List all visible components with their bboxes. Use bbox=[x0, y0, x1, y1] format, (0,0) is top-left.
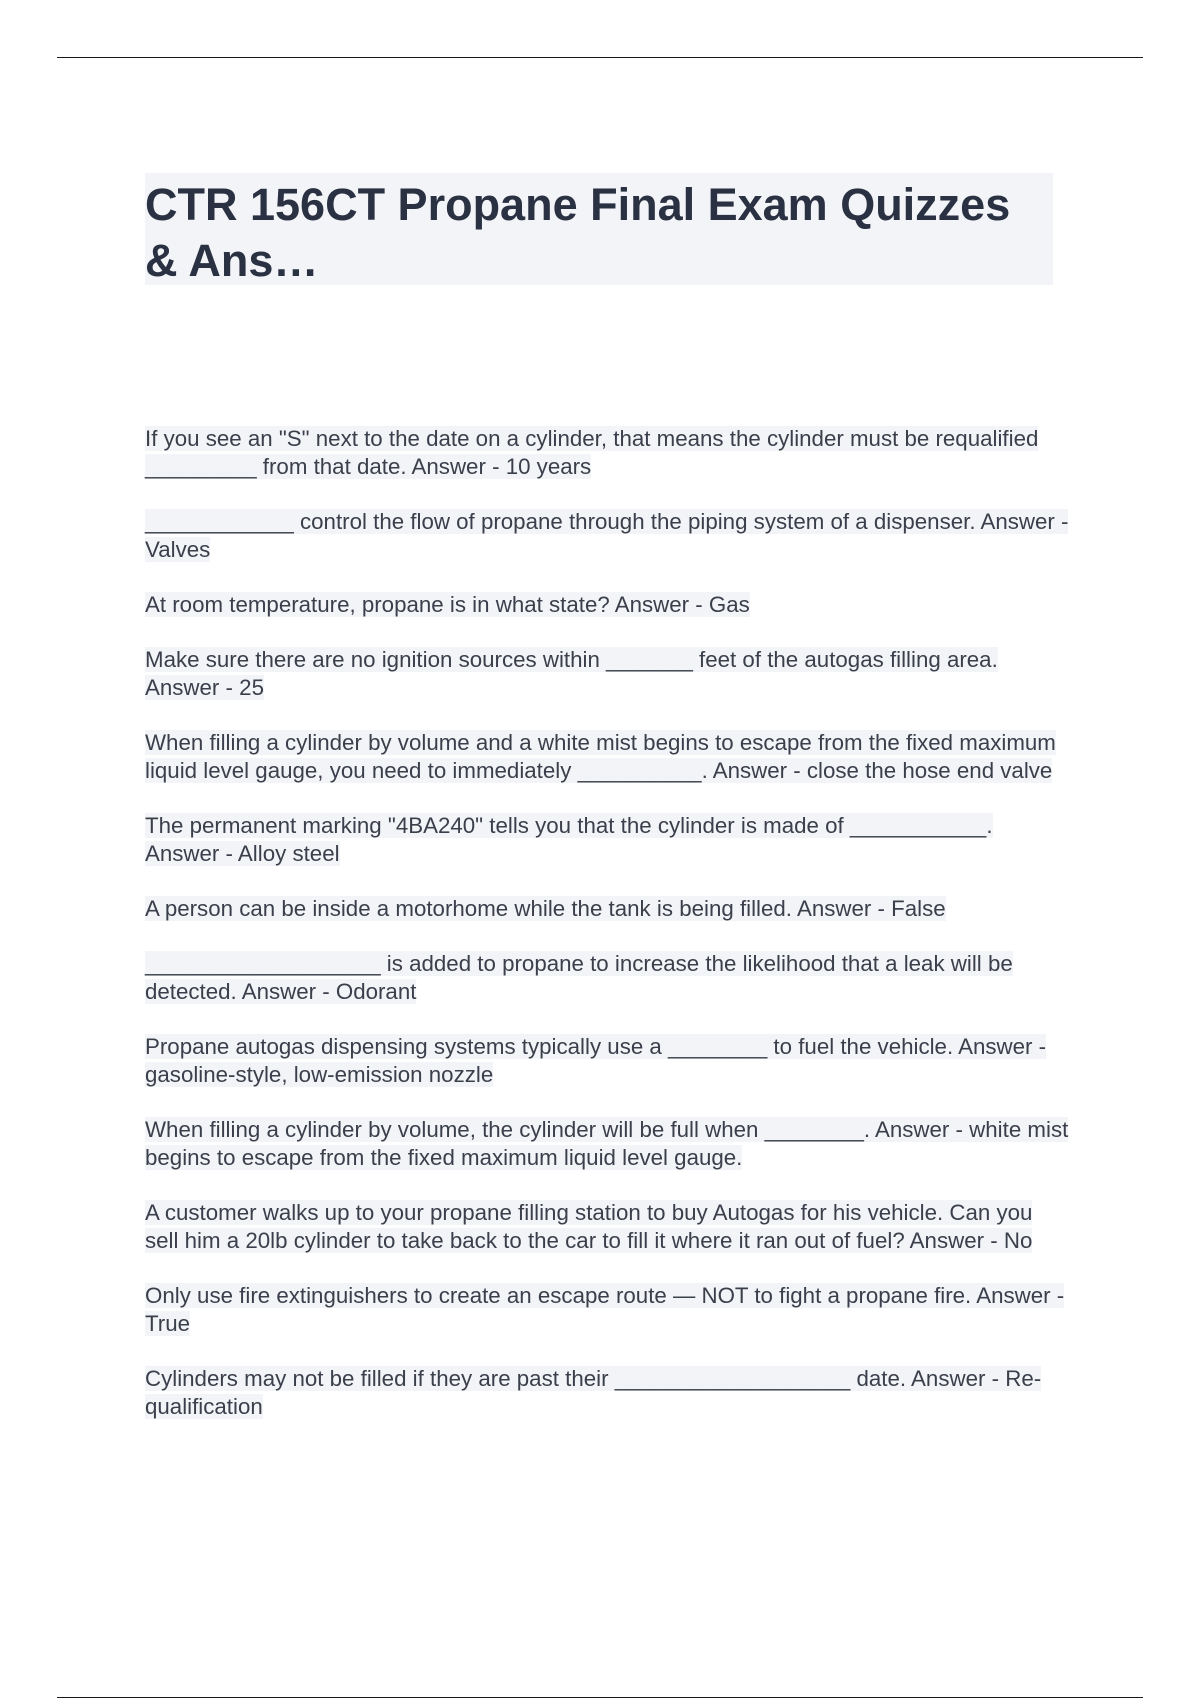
title-block bbox=[145, 173, 1053, 285]
qa-item-text: Propane autogas dispensing systems typically use a ________ to fuel the vehicle. Answer - gasoline-style, low-emission nozzle bbox=[145, 1034, 1047, 1087]
qa-item bbox=[145, 1116, 1070, 1172]
qa-item bbox=[145, 425, 1070, 481]
qa-item bbox=[145, 812, 1070, 868]
bottom-rule bbox=[57, 1697, 1143, 1698]
qa-item bbox=[145, 1282, 1070, 1338]
qa-item-text: If you see an "S" next to the date on a cylinder, that means the cylinder must be requalified _________ from that date. Answer - 10 years bbox=[145, 426, 1039, 479]
qa-item-text: A customer walks up to your propane filling station to buy Autogas for his vehicle. Can you sell him a 20lb cylinder to take back to the car to fill it where it ran out of fuel? Answer - No bbox=[145, 1200, 1033, 1253]
qa-item-text: A person can be inside a motorhome while the tank is being filled. Answer - False bbox=[145, 896, 946, 921]
qa-item bbox=[145, 950, 1070, 1006]
qa-item bbox=[145, 1199, 1070, 1255]
qa-item-text: When filling a cylinder by volume and a white mist begins to escape from the fixed maximum liquid level gauge, you need to immediately __________. Answer - close the hose end valve bbox=[145, 730, 1056, 783]
qa-item bbox=[145, 1033, 1070, 1089]
qa-item-text: When filling a cylinder by volume, the cylinder will be full when ________. Answer - white mist begins to escape from the fixed maximum liquid level gauge. bbox=[145, 1117, 1069, 1170]
qa-item bbox=[145, 646, 1070, 702]
qa-item bbox=[145, 591, 1070, 619]
qa-item bbox=[145, 729, 1070, 785]
top-rule bbox=[57, 57, 1143, 58]
qa-list bbox=[145, 425, 1070, 1448]
qa-item-text: ___________________ is added to propane to increase the likelihood that a leak will be detected. Answer - Odorant bbox=[145, 951, 1013, 1004]
qa-item bbox=[145, 895, 1070, 923]
qa-item-text: ____________ control the flow of propane through the piping system of a dispenser. Answer - Valves bbox=[145, 509, 1069, 562]
qa-item-text: Make sure there are no ignition sources within _______ feet of the autogas filling area. Answer - 25 bbox=[145, 647, 998, 700]
qa-item-text: Cylinders may not be filled if they are past their ___________________ date. Answer - Re-qualification bbox=[145, 1366, 1042, 1419]
qa-item bbox=[145, 508, 1070, 564]
qa-item bbox=[145, 1365, 1070, 1421]
qa-item-text: The permanent marking "4BA240" tells you that the cylinder is made of ___________. Answer - Alloy steel bbox=[145, 813, 993, 866]
qa-item-text: At room temperature, propane is in what state? Answer - Gas bbox=[145, 592, 750, 617]
document-title: CTR 156CT Propane Final Exam Quizzes & Ans… bbox=[145, 179, 1011, 286]
qa-item-text: Only use fire extinguishers to create an escape route — NOT to fight a propane fire. Answer - True bbox=[145, 1283, 1065, 1336]
